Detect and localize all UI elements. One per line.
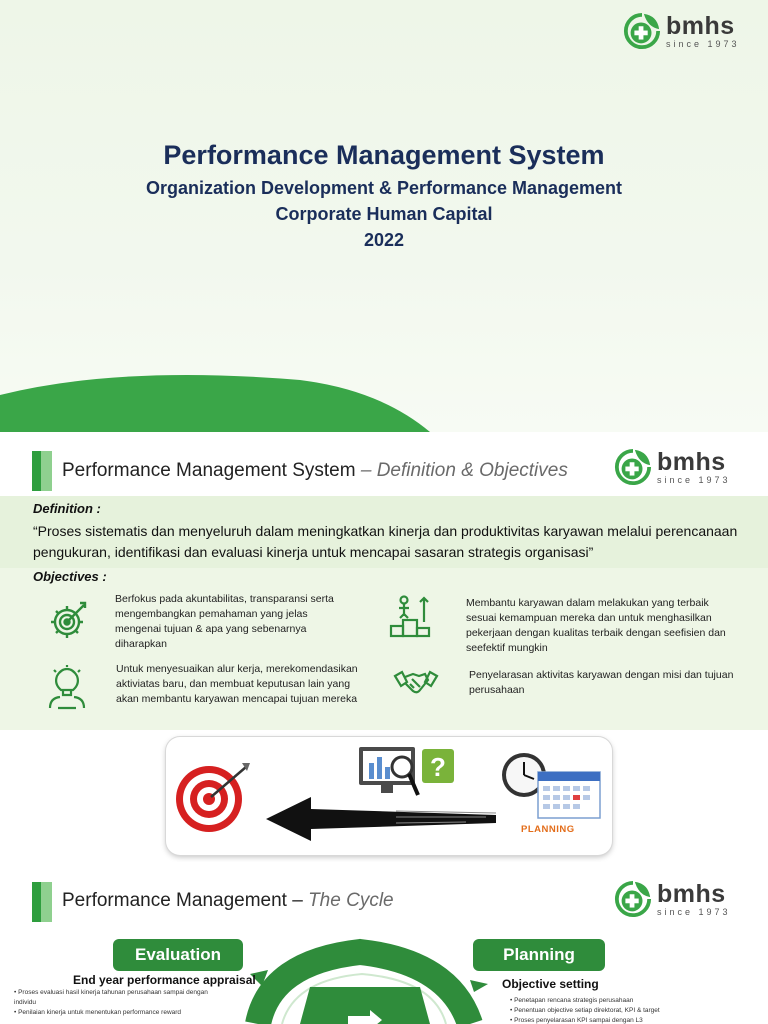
heading-accent-bar <box>32 451 52 491</box>
handshake-icon <box>393 662 439 708</box>
evaluation-pill: Evaluation <box>113 939 243 971</box>
slide-heading-main: Performance Management System <box>62 460 356 481</box>
slide-heading-sep: – <box>286 890 309 911</box>
calendar-icon <box>538 772 600 818</box>
idea-person-icon <box>44 664 90 710</box>
logo-since: since 1973 <box>666 38 740 49</box>
planning-item-3: • Proses penyelarasan KPI sampai dengan L3 <box>510 1016 730 1024</box>
title-slide <box>0 0 768 432</box>
target-arrow-icon <box>176 763 250 832</box>
objective-text-4: Penyelarasan aktivitas karyawan dengan misi dan tujuan perusahaan <box>469 669 734 696</box>
planning-illustration <box>166 737 612 855</box>
slide-heading-italic: Definition & Objectives <box>376 460 568 481</box>
logo-brand: bmhs <box>657 447 726 476</box>
slide-heading <box>62 460 568 482</box>
planning-graphic-card <box>166 737 612 855</box>
company-logo <box>623 12 740 50</box>
cross-leaf-logo-icon <box>623 12 661 50</box>
slide-heading-sep: – <box>355 460 377 481</box>
presentation-subtitle-department: Organization Development & Performance Management <box>145 178 623 198</box>
analytics-monitor-icon <box>359 747 418 795</box>
green-wave-decoration <box>0 360 768 432</box>
logo-since: since 1973 <box>657 474 731 485</box>
question-mark-icon <box>422 749 454 783</box>
logo-brand: bmhs <box>666 11 735 40</box>
presentation-subtitle-division: Corporate Human Capital <box>275 204 493 224</box>
definition-objectives-slide <box>0 432 768 862</box>
planning-subtitle: Objective setting <box>502 977 599 991</box>
planning-item-2: • Penentuan objective setiap direktorat, KPI & target <box>510 1006 730 1016</box>
planning-graphic-label: PLANNING <box>521 824 575 835</box>
speed-arrow-icon <box>266 797 496 841</box>
slide-heading-main: Performance Management <box>62 890 287 911</box>
presentation-year: 2022 <box>363 230 405 250</box>
svg-text:?: ? <box>430 752 446 782</box>
evaluation-list <box>14 988 224 1018</box>
cycle-arrow-right-icon <box>470 980 488 992</box>
logo-since: since 1973 <box>657 906 731 917</box>
objective-text-3: Untuk menyesuaikan alur kerja, merekomendasikan aktiviatas baru, dan membuat keputusan lain yang akan membantu karyawan mencapai tujuan mereka <box>116 663 358 705</box>
evaluation-subtitle: End year performance appraisal <box>73 973 256 987</box>
planning-pill: Planning <box>473 939 605 971</box>
definition-label: Definition : <box>33 501 101 516</box>
planning-item-1: • Penetapan rencana strategis perusahaan <box>510 996 730 1006</box>
gear-target-icon <box>46 597 92 643</box>
evaluation-item-2: • Penilaian kinerja untuk menentukan performance reward <box>14 1008 224 1018</box>
cycle-slide <box>0 862 768 1024</box>
presentation-title: Performance Management System <box>163 140 605 170</box>
podium-growth-icon <box>388 592 434 638</box>
objectives-label: Objectives : <box>33 569 107 584</box>
planning-list <box>510 996 730 1024</box>
cross-leaf-logo-icon <box>614 448 652 486</box>
slide-heading-italic: The Cycle <box>308 890 394 911</box>
evaluation-item-1: • Proses evaluasi hasil kinerja tahunan perusahaan sampai dengan individu <box>14 988 224 1008</box>
definition-text: “Proses sistematis dan menyeluruh dalam meningkatkan kinerja dan produktivitas karyawan melalui perencanaan pengukuran, identifikasi dan evaluasi kinerja untuk mencapai sasaran strategis organisasi” <box>33 523 738 560</box>
objective-text-2: Membantu karyawan dalam melakukan yang terbaik sesuai kemampuan mereka dan untuk menghasilkan pekerjaan dengan kualitas terbaik dengan seefisien dan seefektif mungkin <box>466 597 726 654</box>
logo-brand: bmhs <box>657 879 726 908</box>
company-logo <box>614 448 731 486</box>
objective-text-1: Berfokus pada akuntabilitas, transparansi serta mengembangkan pemahaman yang jelas mengenai tujuan & apa yang sebenarnya diharapkan <box>115 593 334 650</box>
